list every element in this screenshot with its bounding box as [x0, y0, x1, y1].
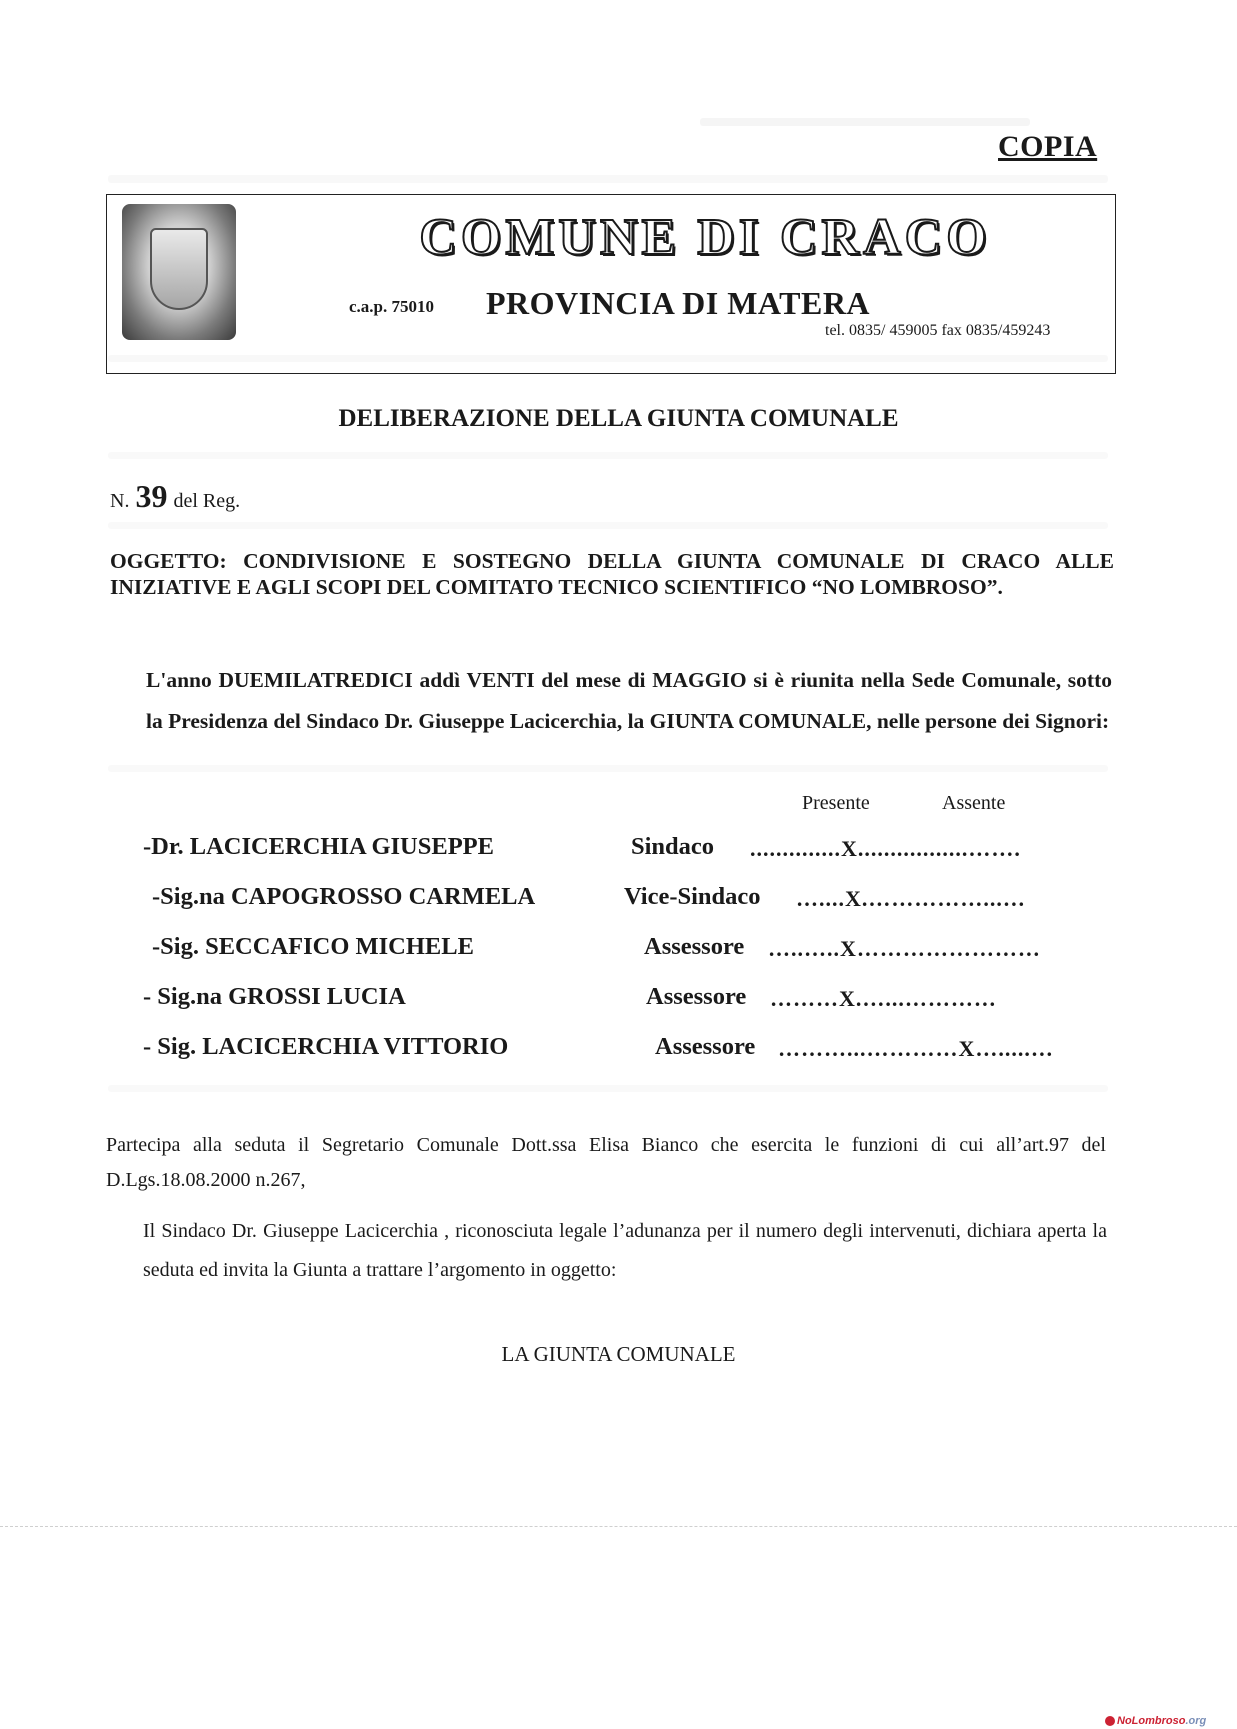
register-number — [110, 478, 240, 515]
register-prefix: N. — [110, 490, 130, 512]
member-role: Sindaco — [631, 833, 715, 860]
member-name: - Sig.na GROSSI LUCIA — [143, 983, 406, 1010]
member-role: Assessore — [655, 1033, 756, 1060]
member-name: - Sig. LACICERCHIA VITTORIO — [143, 1033, 509, 1060]
closing-heading: LA GIUNTA COMUNALE — [501, 1342, 736, 1366]
secretary-participation-paragraph: Partecipa alla seduta il Segretario Comunale Dott.ssa Elisa Bianco che esercita le funzioni di cui all’art.97 del D.Lgs.18.08.2000 n.267, — [106, 1134, 1106, 1191]
watermark-domain: .org — [1185, 1715, 1207, 1727]
attendance-marks: …..…..X…………………… — [768, 936, 1041, 961]
member-role: Vice-Sindaco — [624, 883, 761, 910]
bleed-through-line — [108, 452, 1108, 459]
bleed-through-line — [108, 175, 1108, 183]
register-suffix: del Reg. — [173, 490, 241, 512]
member-role: Assessore — [646, 983, 747, 1010]
attendance-marks: …....X.……………...… — [796, 886, 1026, 911]
subject-paragraph: OGGETTO: CONDIVISIONE E SOSTEGNO DELLA GIUNTA COMUNALE DI CRACO ALLE INIZIATIVE E AGLI SCOPI DEL COMITATO TECNICO SCIENTIFICO “NO LOMBROSO”. — [110, 549, 1114, 599]
copy-label: COPIA — [998, 130, 1098, 163]
province-title: PROVINCIA DI MATERA — [486, 285, 871, 321]
watermark — [1117, 1715, 1206, 1727]
member-role: Assessore — [644, 933, 745, 960]
bleed-through-line — [108, 765, 1108, 772]
member-name: -Sig. SECCAFICO MICHELE — [152, 933, 474, 960]
register-value: 39 — [135, 478, 168, 514]
municipality-title: COMUNE DI CRACO — [419, 209, 991, 266]
page-divider — [0, 1526, 1237, 1527]
watermark-brand: NoLombroso — [1117, 1715, 1186, 1727]
deliberation-title: DELIBERAZIONE DELLA GIUNTA COMUNALE — [338, 405, 899, 432]
present-column-header: Presente — [802, 792, 870, 814]
bleed-through-line — [108, 1085, 1108, 1092]
contact-numbers: tel. 0835/ 459005 fax 0835/459243 — [825, 322, 1051, 339]
postal-code: c.a.p. 75010 — [349, 297, 434, 316]
attendance-marks: ………X.…...………… — [770, 986, 997, 1011]
watermark-logo-icon — [1105, 1716, 1115, 1726]
absent-column-header: Assente — [942, 792, 1006, 814]
mayor-statement-paragraph: Il Sindaco Dr. Giuseppe Lacicerchia , riconosciuta legale l’adunanza per il numero degli intervenuti, dichiara aperta la seduta ed invita la Giunta a trattare l’argomento in oggetto: — [143, 1220, 1107, 1281]
attendance-marks: ..............X.................……. — [750, 836, 1021, 861]
crest-shield-icon — [150, 228, 208, 310]
attendance-marks: ………...…………X….....… — [778, 1036, 1054, 1061]
bleed-through-line — [108, 522, 1108, 529]
intro-paragraph: L'anno DUEMILATREDICI addì VENTI del mese di MAGGIO si è riunita nella Sede Comunale, sotto la Presidenza del Sindaco Dr. Giuseppe Lacicerchia, la GIUNTA COMUNALE, nelle persone dei Signori: — [146, 668, 1112, 733]
member-name: -Sig.na CAPOGROSSO CARMELA — [152, 883, 536, 910]
bleed-through-line — [700, 118, 1030, 126]
member-name: -Dr. LACICERCHIA GIUSEPPE — [143, 833, 494, 860]
